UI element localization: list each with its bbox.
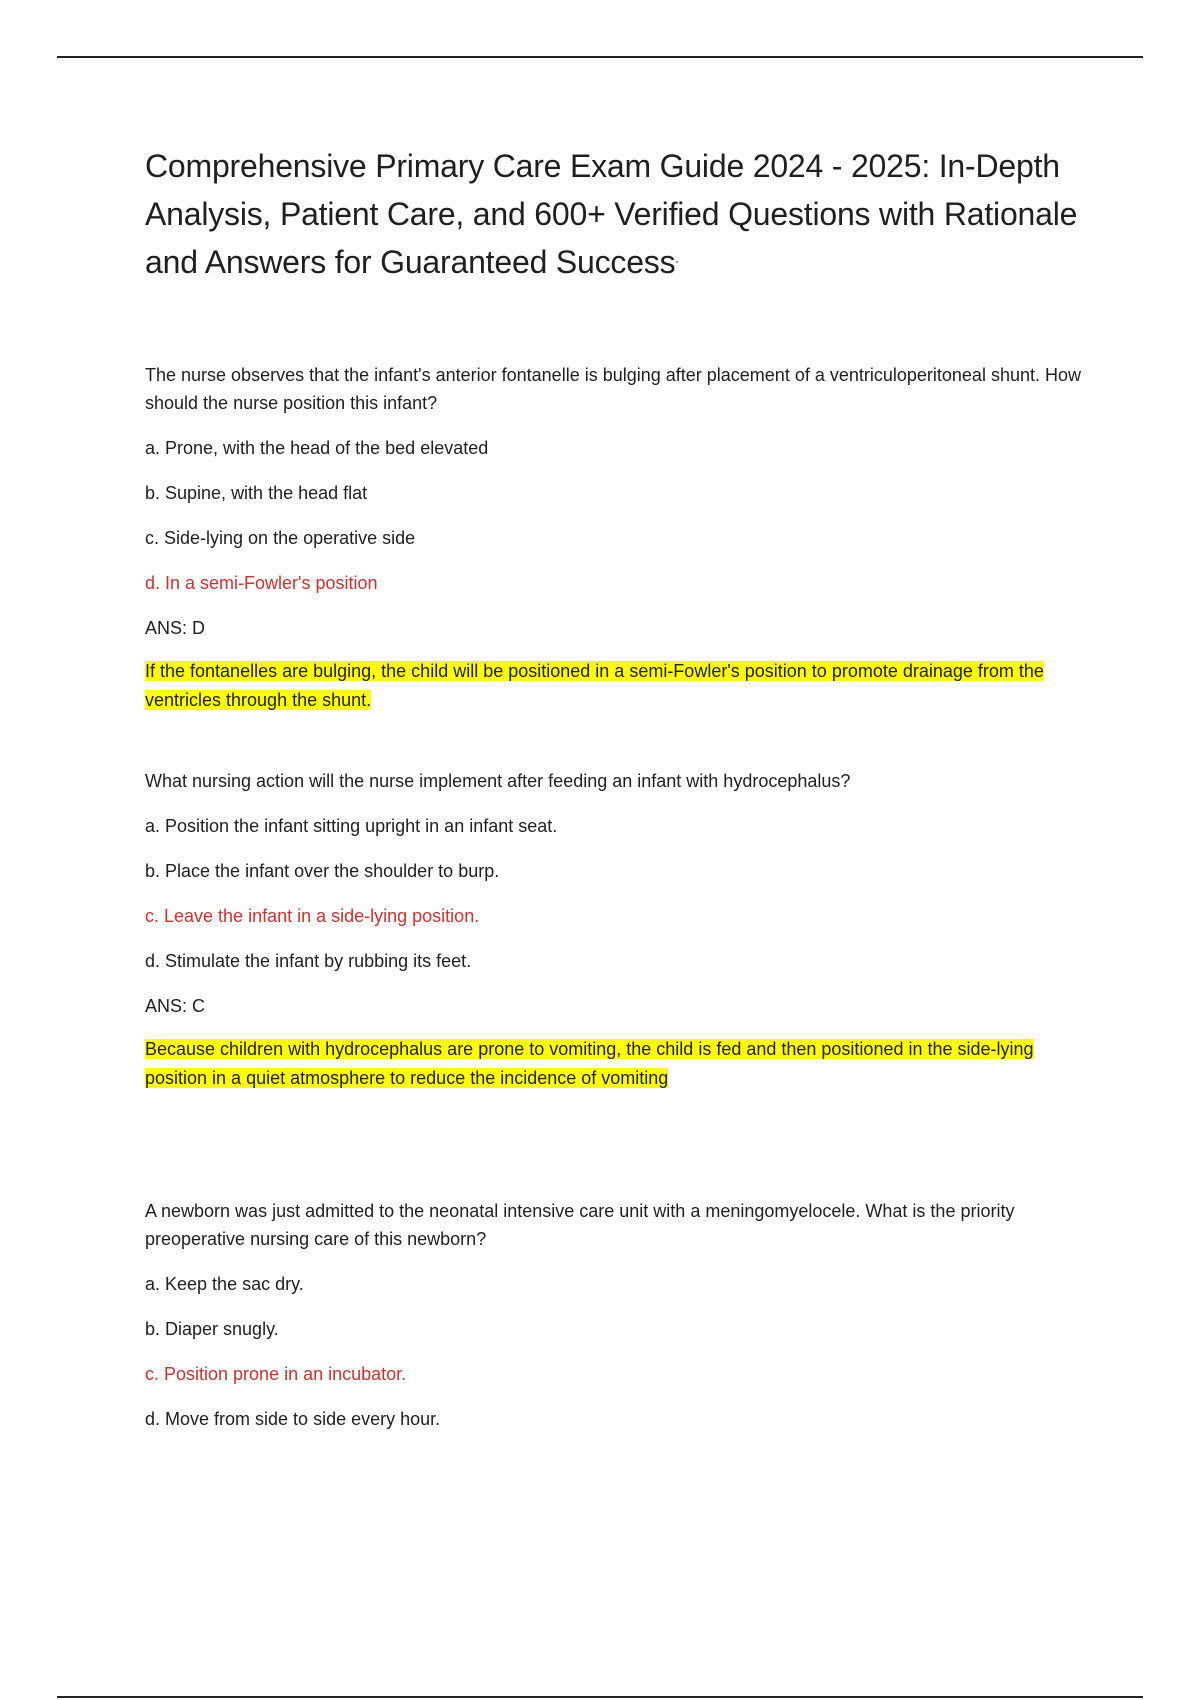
rationale: [145, 1035, 1085, 1093]
option-c-correct: c. Position prone in an incubator.: [145, 1363, 407, 1384]
answer-key: ANS: D: [145, 617, 206, 638]
question-stem: The nurse observes that the infant's anterior fontanelle is bulging after placement of a ventriculoperitoneal shunt. How should the nurse position this infant?: [145, 364, 1081, 413]
rationale: [145, 657, 1085, 715]
page-content: [145, 142, 1085, 1433]
option-d: d. Move from side to side every hour.: [145, 1408, 441, 1429]
rationale-text: Because children with hydrocephalus are prone to vomiting, the child is fed and then positioned in the side-lying position in a quiet atmosphere to reduce the incidence of vomiting: [145, 1038, 1034, 1088]
question-1: [145, 361, 1085, 715]
answer-key: ANS: C: [145, 995, 206, 1016]
option-c: c. Side-lying on the operative side: [145, 527, 416, 548]
option-c-correct: c. Leave the infant in a side-lying position.: [145, 905, 480, 926]
title-mark: ”: [675, 259, 679, 270]
document-title: [145, 142, 1085, 289]
option-a: a. Prone, with the head of the bed elevated: [145, 437, 489, 458]
option-d-correct: d. In a semi-Fowler's position: [145, 572, 378, 593]
question-3: [145, 1197, 1085, 1433]
header-rule: [57, 56, 1143, 58]
option-a: a. Keep the sac dry.: [145, 1273, 304, 1294]
footer-rule: [57, 1696, 1143, 1698]
option-b: b. Supine, with the head flat: [145, 482, 368, 503]
question-stem: What nursing action will the nurse implement after feeding an infant with hydrocephalus?: [145, 770, 851, 791]
option-d: d. Stimulate the infant by rubbing its feet.: [145, 950, 472, 971]
rationale-text: If the fontanelles are bulging, the child will be positioned in a semi-Fowler's position to promote drainage from the ventricles through the shunt.: [145, 660, 1044, 710]
option-b: b. Diaper snugly.: [145, 1318, 279, 1339]
option-b: b. Place the infant over the shoulder to burp.: [145, 860, 500, 881]
question-stem: A newborn was just admitted to the neonatal intensive care unit with a meningomyelocele. What is the priority preoperative nursing care of this newborn?: [145, 1200, 1015, 1249]
option-a: a. Position the infant sitting upright in an infant seat.: [145, 815, 558, 836]
document-title-text: Comprehensive Primary Care Exam Guide 2024 - 2025: In-Depth Analysis, Patient Care, and 600+ Verified Questions with Rationale and Answers for Guaranteed Success: [145, 148, 1078, 280]
question-2: [145, 767, 1085, 1093]
